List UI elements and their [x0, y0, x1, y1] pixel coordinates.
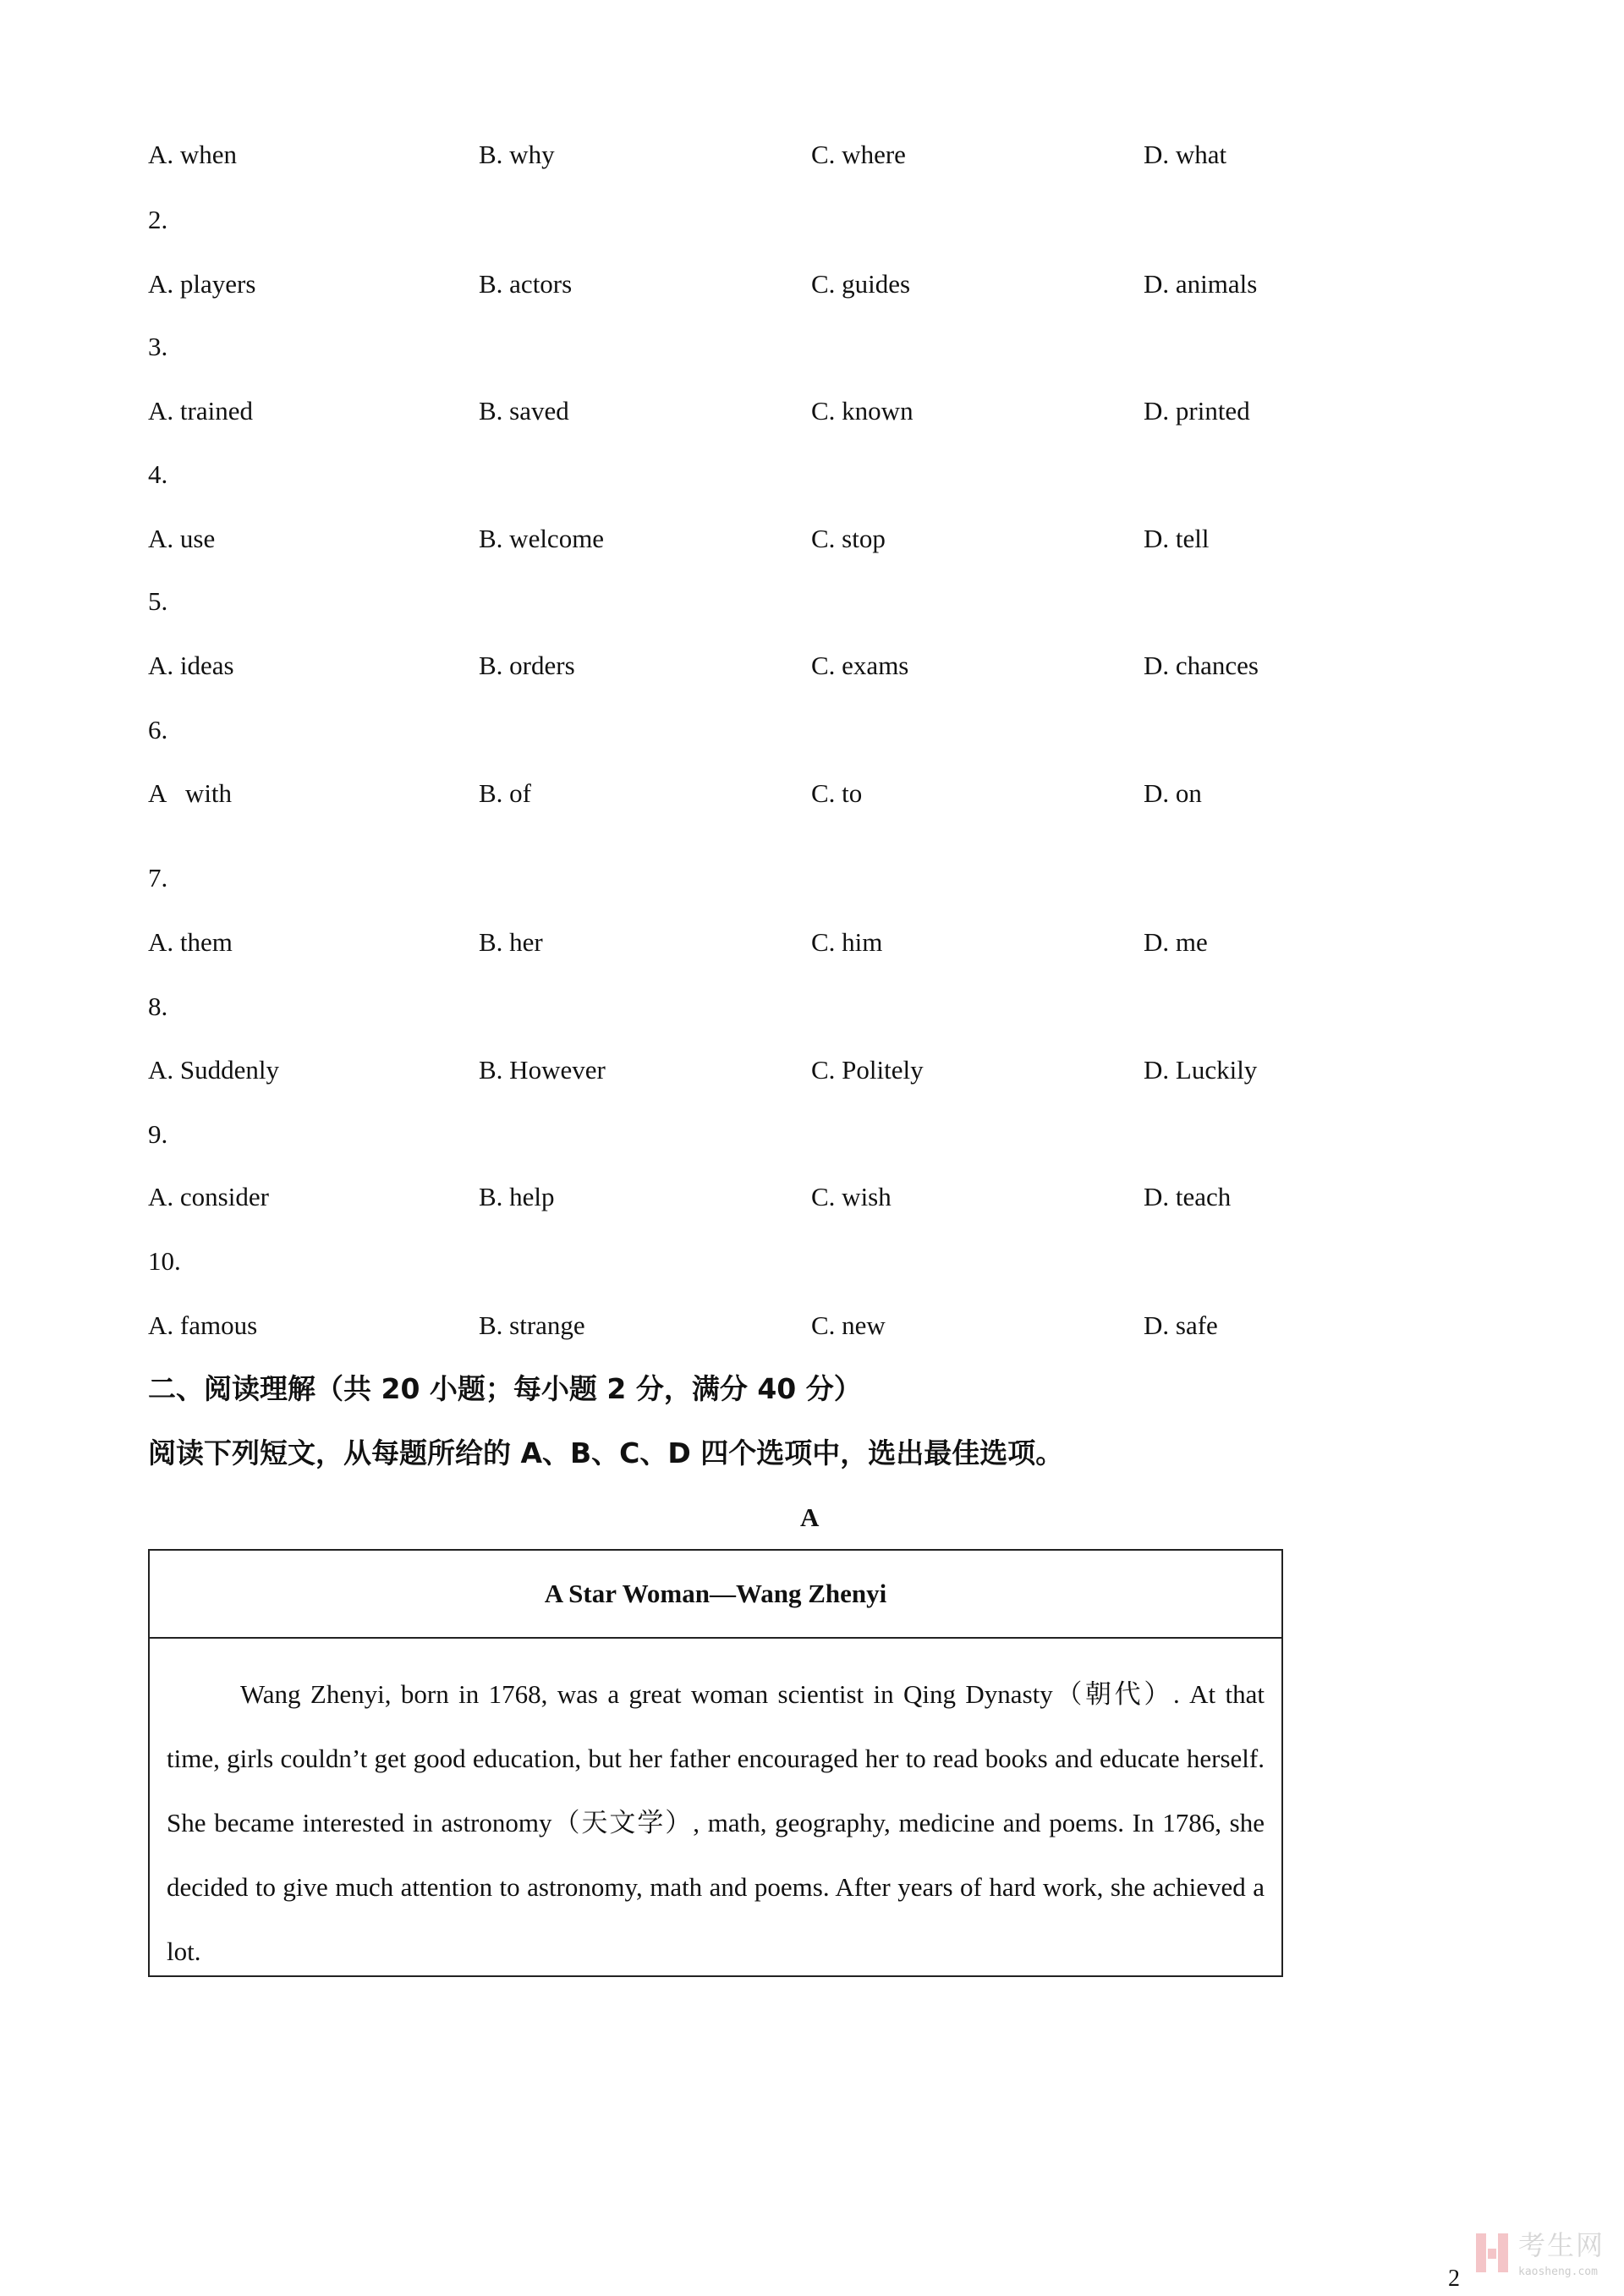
question-number: 10. — [148, 1246, 181, 1276]
option-c: C. guides — [811, 269, 911, 299]
option-c: C. new — [811, 1310, 886, 1340]
option-d: D. what — [1144, 140, 1227, 169]
option-d: D. tell — [1144, 524, 1210, 553]
option-b: B. strange — [479, 1310, 585, 1340]
option-d: D. on — [1144, 778, 1202, 808]
option-c: C. known — [811, 396, 914, 426]
option-b: B. her — [479, 927, 543, 957]
option-b: B. However — [479, 1055, 606, 1085]
option-a: A. ideas — [148, 651, 234, 680]
watermark-name: 考生网 — [1518, 2229, 1605, 2261]
option-a: A. use — [148, 524, 216, 553]
question-number: 5. — [148, 586, 168, 616]
passage-title: A Star Woman—Wang Zhenyi — [150, 1551, 1281, 1639]
option-c: C. Politely — [811, 1055, 924, 1085]
option-c: C. to — [811, 778, 863, 808]
option-a: A. players — [148, 269, 256, 299]
option-b: B. actors — [479, 269, 573, 299]
watermark-url: kaosheng.com — [1518, 2266, 1598, 2278]
passage-body: Wang Zhenyi, born in 1768, was a great woman scientist in Qing Dynasty（朝代）. At that time, girls couldn’t get good education, but her father encouraged her to read books and educate herself. She became interested in astronomy（天文学）, math, geography, medicine and poems. In 1786, she decided to give much attention to astronomy, math and poems. After years of hard work, she achieved a lot. — [167, 1679, 1265, 1966]
option-a: A with — [148, 778, 233, 808]
option-d: D. me — [1144, 927, 1208, 957]
question-number: 6. — [148, 715, 168, 744]
option-b: B. of — [479, 778, 531, 808]
question-number: 2. — [148, 205, 168, 234]
option-a: A. when — [148, 140, 238, 169]
option-c: C. where — [811, 140, 906, 169]
question-number: 3. — [148, 332, 168, 361]
option-d: D. animals — [1144, 269, 1258, 299]
logo-icon — [1476, 2233, 1510, 2272]
option-a: A. Suddenly — [148, 1055, 279, 1085]
option-d: D. safe — [1144, 1310, 1218, 1340]
section-heading: 二、阅读理解（共 20 小题；每小题 2 分，满分 40 分） — [148, 1372, 862, 1405]
passage-label: A — [800, 1502, 820, 1532]
option-d: D. chances — [1144, 651, 1259, 680]
option-b: B. why — [479, 140, 555, 169]
option-c: C. wish — [811, 1182, 892, 1211]
option-c: C. exams — [811, 651, 909, 680]
option-c: C. him — [811, 927, 883, 957]
option-a: A. trained — [148, 396, 253, 426]
option-b: B. orders — [479, 651, 575, 680]
page-number: 2 — [1448, 2266, 1460, 2292]
question-number: 4. — [148, 459, 168, 489]
watermark-logo — [1476, 2230, 1620, 2284]
question-number: 7. — [148, 863, 168, 893]
option-b: B. help — [479, 1182, 555, 1211]
option-a: A. famous — [148, 1310, 258, 1340]
option-d: D. teach — [1144, 1182, 1232, 1211]
question-number: 9. — [148, 1119, 168, 1149]
question-number: 8. — [148, 991, 168, 1021]
passage-box — [148, 1549, 1283, 1977]
option-b: B. welcome — [479, 524, 605, 553]
option-c: C. stop — [811, 524, 886, 553]
section-instruction: 阅读下列短文，从每题所给的 A、B、C、D 四个选项中，选出最佳选项。 — [148, 1436, 1064, 1469]
option-a: A. consider — [148, 1182, 269, 1211]
option-b: B. saved — [479, 396, 569, 426]
option-a: A. them — [148, 927, 233, 957]
option-d: D. Luckily — [1144, 1055, 1258, 1085]
option-d: D. printed — [1144, 396, 1250, 426]
